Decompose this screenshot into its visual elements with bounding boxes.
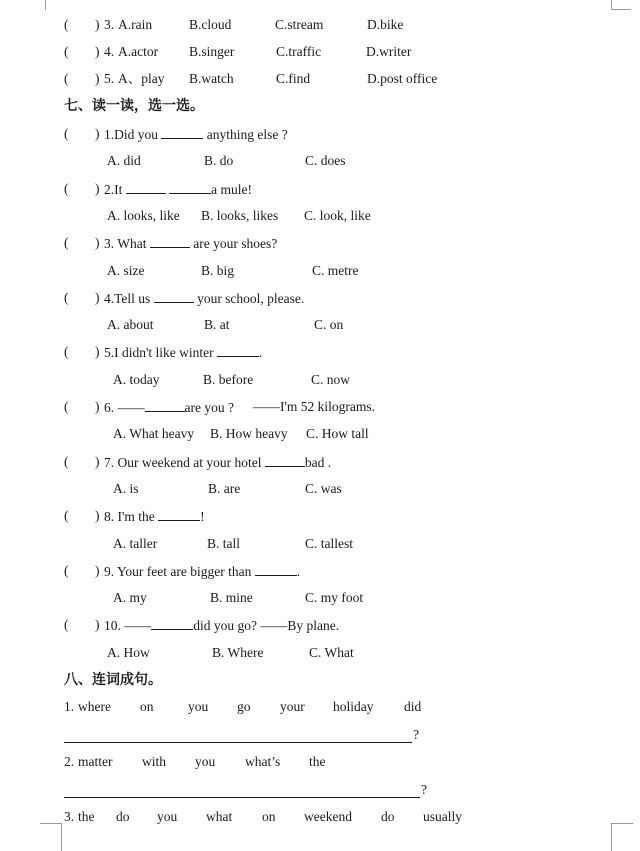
question-stem: 7. Our weekend at your hotel bad . bbox=[104, 452, 331, 473]
s7-q10 bbox=[0, 615, 640, 635]
option-b: B.watch bbox=[189, 71, 234, 86]
option-c: C. now bbox=[311, 372, 351, 387]
option-a: A.actor bbox=[118, 44, 159, 59]
word: on bbox=[262, 809, 276, 824]
section8-heading: 八、连词成句。 bbox=[64, 672, 162, 688]
s7-q6-options bbox=[0, 424, 640, 444]
q-number: 3. bbox=[104, 17, 115, 32]
s7-q9-options bbox=[0, 588, 640, 608]
s8-item2-end bbox=[0, 780, 640, 800]
option-b: B. looks, likes bbox=[201, 208, 279, 223]
question-stem: 1.Did you anything else ? bbox=[104, 124, 288, 145]
answer-blank bbox=[255, 561, 297, 576]
paren-close: ) bbox=[95, 17, 100, 32]
word: you bbox=[195, 754, 216, 769]
s7-q1-options bbox=[0, 151, 640, 171]
paren-close: ) bbox=[95, 44, 100, 59]
option-b: B. How heavy bbox=[210, 426, 288, 441]
item-number: 3. bbox=[64, 809, 75, 824]
s8-item2 bbox=[0, 752, 640, 772]
question-stem: 3. What are your shoes? bbox=[104, 233, 277, 254]
q-number: 4. bbox=[104, 44, 115, 59]
word: the bbox=[78, 809, 95, 824]
answer-blank bbox=[150, 233, 190, 248]
question-mark: ? bbox=[413, 727, 419, 742]
question-stem: 6. —— are you ? bbox=[104, 397, 234, 418]
option-d: D.writer bbox=[366, 44, 412, 59]
s7-q7 bbox=[0, 452, 640, 472]
option-c: C. What bbox=[309, 645, 354, 660]
s7-q2 bbox=[0, 179, 640, 199]
s6-q4 bbox=[0, 42, 640, 62]
option-c: C. metre bbox=[312, 263, 359, 278]
paren-open: ( bbox=[64, 508, 69, 523]
option-b: B. do bbox=[204, 153, 234, 168]
paren-open: ( bbox=[64, 399, 69, 414]
option-b: B.singer bbox=[189, 44, 235, 59]
answer-blank bbox=[158, 506, 200, 521]
word: holiday bbox=[333, 699, 374, 714]
answer-blank bbox=[151, 615, 193, 630]
word: on bbox=[140, 699, 154, 714]
s7-q5-options bbox=[0, 370, 640, 390]
option-c: C. look, like bbox=[304, 208, 371, 223]
question-mark: ? bbox=[421, 782, 427, 797]
option-b: B. mine bbox=[210, 590, 253, 605]
paren-close: ) bbox=[95, 399, 100, 414]
paren-close: ) bbox=[95, 235, 100, 250]
option-a: A. my bbox=[113, 590, 147, 605]
option-a: A. looks, like bbox=[107, 208, 180, 223]
paren-open: ( bbox=[64, 71, 69, 86]
paren-open: ( bbox=[64, 617, 69, 632]
s7-q9 bbox=[0, 561, 640, 581]
word: you bbox=[188, 699, 209, 714]
question-stem: 2.It a mule! bbox=[104, 179, 252, 200]
option-d: D.bike bbox=[367, 17, 404, 32]
option-a: A. today bbox=[113, 372, 160, 387]
question-stem: 4.Tell us your school, please. bbox=[104, 288, 304, 309]
word: go bbox=[237, 699, 251, 714]
question-stem: 8. I'm the ! bbox=[104, 506, 205, 527]
word: the bbox=[309, 754, 326, 769]
s7-q10-options bbox=[0, 643, 640, 663]
word: matter bbox=[78, 754, 113, 769]
answer-blank bbox=[145, 397, 185, 412]
word: do bbox=[381, 809, 395, 824]
word: your bbox=[280, 699, 305, 714]
s7-q5 bbox=[0, 342, 640, 362]
s7-q2-options bbox=[0, 206, 640, 226]
word: with bbox=[142, 754, 167, 769]
option-c: C.find bbox=[276, 71, 311, 86]
option-a: A、play bbox=[118, 71, 165, 86]
paren-close: ) bbox=[95, 181, 100, 196]
paren-open: ( bbox=[64, 17, 69, 32]
option-c: C. does bbox=[305, 153, 346, 168]
s7-q3 bbox=[0, 233, 640, 253]
option-a: A. did bbox=[107, 153, 141, 168]
option-c: C. my foot bbox=[305, 590, 364, 605]
s7-q6 bbox=[0, 397, 640, 417]
answer-blank bbox=[265, 452, 305, 467]
paren-close: ) bbox=[95, 454, 100, 469]
option-b: B. Where bbox=[212, 645, 264, 660]
crop-mark-bottom-left-v bbox=[61, 823, 62, 851]
s7-q8 bbox=[0, 506, 640, 526]
question-stem: 9. Your feet are bigger than . bbox=[104, 561, 300, 582]
crop-mark-top-right-h bbox=[611, 9, 631, 10]
paren-close: ) bbox=[95, 126, 100, 141]
option-a: A. What heavy bbox=[113, 426, 195, 441]
answer-blank bbox=[154, 288, 194, 303]
paren-close: ) bbox=[95, 71, 100, 86]
word: where bbox=[78, 699, 111, 714]
option-a: A. How bbox=[107, 645, 150, 660]
option-a: A.rain bbox=[118, 17, 153, 32]
paren-open: ( bbox=[64, 290, 69, 305]
paren-open: ( bbox=[64, 181, 69, 196]
option-c: C. on bbox=[314, 317, 344, 332]
s7-q8-options bbox=[0, 534, 640, 554]
word: what bbox=[206, 809, 233, 824]
option-c: C. tallest bbox=[305, 536, 353, 551]
paren-close: ) bbox=[95, 508, 100, 523]
paren-open: ( bbox=[64, 126, 69, 141]
word: do bbox=[116, 809, 130, 824]
word: you bbox=[157, 809, 178, 824]
option-c: C.stream bbox=[275, 17, 324, 32]
s7-q4 bbox=[0, 288, 640, 308]
crop-mark-bottom-right-v bbox=[611, 823, 612, 851]
option-b: B.cloud bbox=[189, 17, 232, 32]
s7-q7-options bbox=[0, 479, 640, 499]
option-b: B. tall bbox=[207, 536, 240, 551]
option-a: A. is bbox=[113, 481, 139, 496]
crop-mark-top-left-v bbox=[45, 0, 46, 10]
paren-close: ) bbox=[95, 617, 100, 632]
option-a: A. about bbox=[107, 317, 154, 332]
answer-blank bbox=[217, 342, 259, 357]
option-c: C. was bbox=[305, 481, 342, 496]
answer-blank bbox=[161, 124, 203, 139]
option-b: B. big bbox=[201, 263, 235, 278]
paren-open: ( bbox=[64, 44, 69, 59]
section7-heading: 七、读一读，选一选。 bbox=[64, 98, 204, 114]
answer-blank bbox=[169, 179, 211, 194]
paren-open: ( bbox=[64, 344, 69, 359]
paren-open: ( bbox=[64, 563, 69, 578]
paren-open: ( bbox=[64, 235, 69, 250]
paren-open: ( bbox=[64, 454, 69, 469]
answer-blank bbox=[126, 179, 166, 194]
s7-q4-options bbox=[0, 315, 640, 335]
s7-q3-options bbox=[0, 261, 640, 281]
word: weekend bbox=[304, 809, 352, 824]
option-c: C. How tall bbox=[306, 426, 369, 441]
paren-close: ) bbox=[95, 290, 100, 305]
option-b: B. at bbox=[204, 317, 230, 332]
option-a: A. taller bbox=[113, 536, 158, 551]
question-stem: 10. —— did you go? ——By plane. bbox=[104, 615, 339, 636]
option-a: A. size bbox=[107, 263, 145, 278]
answer-text: ——I'm 52 kilograms. bbox=[253, 399, 376, 414]
q-number: 5. bbox=[104, 71, 115, 86]
option-d: D.post office bbox=[367, 71, 438, 86]
option-c: C.traffic bbox=[276, 44, 322, 59]
paren-close: ) bbox=[95, 563, 100, 578]
word: usually bbox=[423, 809, 462, 824]
s6-q5 bbox=[0, 69, 640, 89]
word: what’s bbox=[245, 754, 281, 769]
s7-q1 bbox=[0, 124, 640, 144]
question-stem: 5.I didn't like winter . bbox=[104, 342, 262, 363]
option-b: B. before bbox=[203, 372, 254, 387]
item-number: 1. bbox=[64, 699, 75, 714]
s8-item3 bbox=[0, 807, 640, 827]
word: did bbox=[404, 699, 422, 714]
s8-item1-end bbox=[0, 725, 640, 745]
s8-item1 bbox=[0, 697, 640, 717]
item-number: 2. bbox=[64, 754, 75, 769]
s6-q3 bbox=[0, 15, 640, 35]
paren-close: ) bbox=[95, 344, 100, 359]
option-b: B. are bbox=[208, 481, 241, 496]
